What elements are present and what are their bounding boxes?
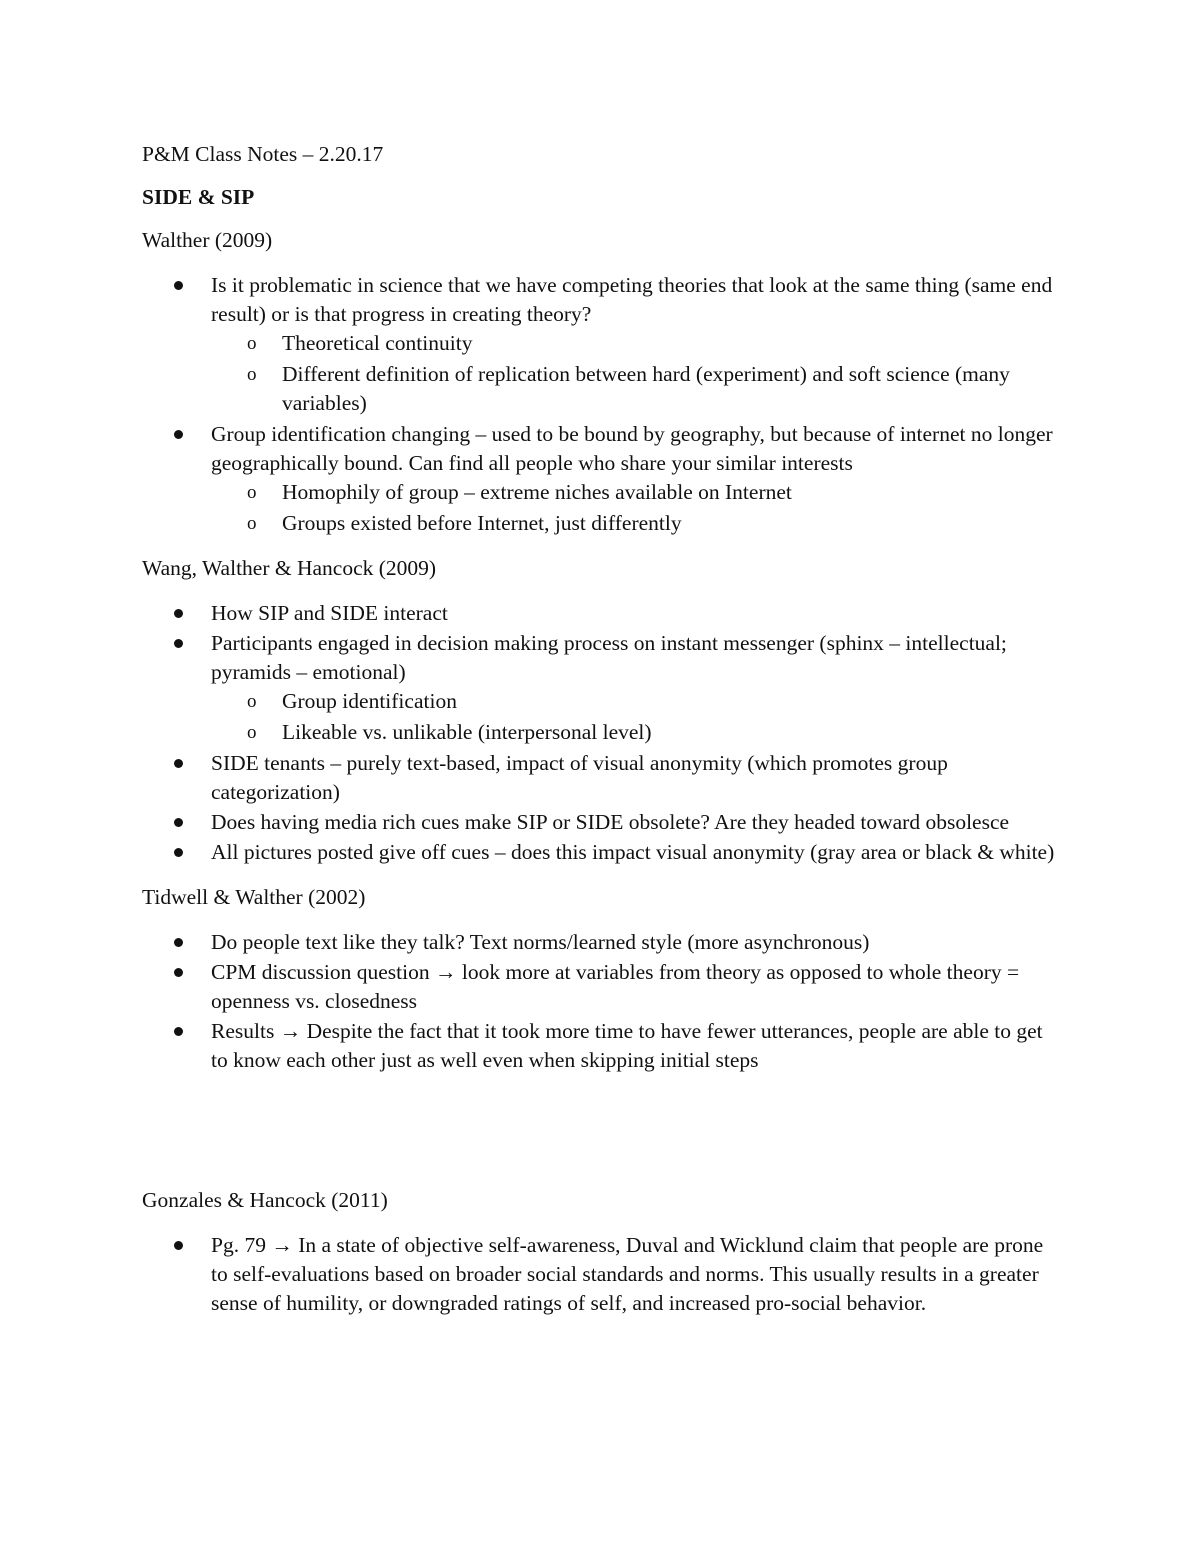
list-item — [142, 1231, 1062, 1318]
circle-bullet-icon: o — [247, 364, 257, 385]
sub-list-item — [211, 687, 1062, 716]
list-item-text: Does having media rich cues make SIP or SIDE obsolete? Are they headed toward obsolesce — [211, 810, 1010, 834]
bullet-list — [142, 271, 1062, 538]
section-wang-walther-hancock-2009 — [142, 554, 1062, 867]
list-item — [142, 808, 1062, 837]
circle-bullet-icon: o — [247, 333, 257, 354]
document-title: P&M Class Notes – 2.20.17 — [142, 142, 384, 166]
bullet-list — [142, 1231, 1062, 1318]
sub-list-item-text: Different definition of replication between hard (experiment) and soft science (many variables) — [282, 362, 1010, 415]
sub-list-item — [211, 360, 1062, 418]
list-item-text: All pictures posted give off cues – does this impact visual anonymity (gray area or black & white) — [211, 840, 1055, 864]
circle-bullet-icon: o — [247, 691, 257, 712]
list-item-text: Group identification changing – used to be bound by geography, but because of internet no longer geographically bound. Can find all people who share your similar interests — [211, 422, 1053, 475]
bullet-list — [142, 928, 1062, 1075]
list-item — [142, 838, 1062, 867]
list-item — [142, 958, 1062, 1016]
list-item-text: Is it problematic in science that we have competing theories that look at the same thing (same end result) or is that progress in creating theory? — [211, 273, 1053, 326]
document-body — [142, 140, 1062, 1334]
list-item-text: SIDE tenants – purely text-based, impact of visual anonymity (which promotes group categorization) — [211, 751, 948, 804]
bullet-icon — [174, 609, 183, 618]
list-item — [142, 1017, 1062, 1075]
list-item — [142, 629, 1062, 747]
sub-bullet-list — [211, 687, 1062, 747]
sub-list-item-text: Groups existed before Internet, just differently — [282, 511, 682, 535]
sub-list-item — [211, 718, 1062, 747]
section-tidwell-walther-2002 — [142, 883, 1062, 1075]
list-item — [142, 599, 1062, 628]
bullet-icon — [174, 818, 183, 827]
list-item-text: Results → Despite the fact that it took more time to have fewer utterances, people are able to get to know each other just as well even when skipping initial steps — [211, 1019, 1043, 1072]
bullet-icon — [174, 938, 183, 947]
sub-list-item-text: Likeable vs. unlikable (interpersonal level) — [282, 720, 652, 744]
bullet-icon — [174, 848, 183, 857]
list-item-text: Do people text like they talk? Text norms/learned style (more asynchronous) — [211, 930, 870, 954]
circle-bullet-icon: o — [247, 722, 257, 743]
bullet-icon — [174, 1027, 183, 1036]
list-item-text: CPM discussion question → look more at variables from theory as opposed to whole theory = openness vs. closedness — [211, 960, 1020, 1013]
sub-list-item — [211, 478, 1062, 507]
sub-list-item-text: Homophily of group – extreme niches available on Internet — [282, 480, 792, 504]
bullet-icon — [174, 430, 183, 439]
bullet-icon — [174, 639, 183, 648]
circle-bullet-icon: o — [247, 482, 257, 503]
sub-list-item — [211, 509, 1062, 538]
section-gonzales-hancock-2011 — [142, 1186, 1062, 1318]
bullet-icon — [174, 281, 183, 290]
section-title: Wang, Walther & Hancock (2009) — [142, 556, 437, 580]
bullet-icon — [174, 759, 183, 768]
sub-bullet-list — [211, 329, 1062, 418]
list-item-text: Participants engaged in decision making process on instant messenger (sphinx – intellectual; pyramids – emotional) — [211, 631, 1007, 684]
bullet-icon — [174, 968, 183, 977]
section-title: Gonzales & Hancock (2011) — [142, 1188, 388, 1212]
section-walther-2009 — [142, 226, 1062, 538]
blank-space — [142, 1091, 1062, 1186]
list-item-text: How SIP and SIDE interact — [211, 601, 448, 625]
section-title: Tidwell & Walther (2002) — [142, 885, 366, 909]
sub-list-item-text: Theoretical continuity — [282, 331, 473, 355]
sub-bullet-list — [211, 478, 1062, 538]
list-item-text: Pg. 79 → In a state of objective self-awareness, Duval and Wicklund claim that people are prone to self-evaluations based on broader social standards and norms. This usually results in a greater sense of humility, or downgraded ratings of self, and increased pro-social behavior. — [211, 1233, 1044, 1315]
sub-list-item-text: Group identification — [282, 689, 457, 713]
document-heading: SIDE & SIP — [142, 185, 255, 209]
list-item — [142, 420, 1062, 538]
circle-bullet-icon: o — [247, 513, 257, 534]
bullet-list — [142, 599, 1062, 867]
bullet-icon — [174, 1241, 183, 1250]
list-item — [142, 928, 1062, 957]
sub-list-item — [211, 329, 1062, 358]
section-title: Walther (2009) — [142, 228, 273, 252]
list-item — [142, 271, 1062, 418]
list-item — [142, 749, 1062, 807]
